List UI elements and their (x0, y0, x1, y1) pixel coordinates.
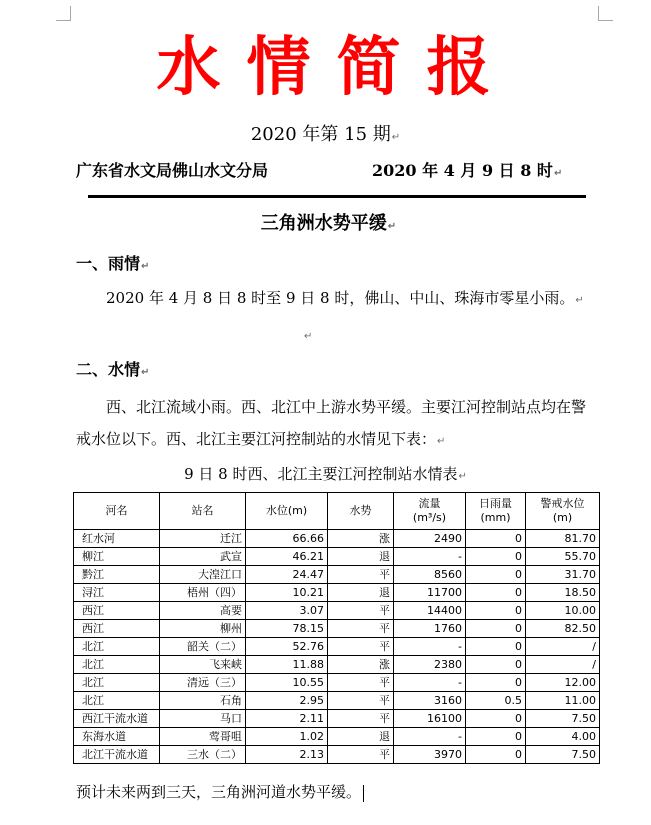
table-header-row (74, 493, 600, 530)
cell-river: 北江 (74, 656, 160, 674)
cell-warning-level: / (526, 638, 600, 656)
cell-trend: 平 (328, 620, 394, 638)
crop-mark-top-left (56, 6, 71, 21)
cell-water-level: 2.11 (246, 710, 328, 728)
table-row (74, 692, 600, 710)
cell-water-level: 66.66 (246, 530, 328, 548)
cell-river: 西江 (74, 602, 160, 620)
table-row (74, 728, 600, 746)
cell-station: 飞来峡 (160, 656, 246, 674)
cell-flow: - (394, 674, 466, 692)
cell-warning-level: 81.70 (526, 530, 600, 548)
cell-trend: 涨 (328, 530, 394, 548)
cell-river: 北江 (74, 692, 160, 710)
cell-water-level: 78.15 (246, 620, 328, 638)
cell-flow: - (394, 548, 466, 566)
cell-trend: 平 (328, 638, 394, 656)
masthead-title: 水情简报 (156, 30, 517, 105)
cell-flow: 3970 (394, 746, 466, 764)
cell-daily-rainfall: 0 (466, 620, 526, 638)
cell-flow: 8560 (394, 566, 466, 584)
cell-river: 柳江 (74, 548, 160, 566)
cell-water-level: 2.95 (246, 692, 328, 710)
header-river: 河名 (74, 493, 160, 530)
cell-warning-level: 11.00 (526, 692, 600, 710)
forecast-footer: 预计未来两到三天，三角洲河道水势平缓。 (76, 780, 364, 804)
cell-flow: 16100 (394, 710, 466, 728)
cell-daily-rainfall: 0 (466, 710, 526, 728)
cell-flow: 1760 (394, 620, 466, 638)
cell-station: 迁江 (160, 530, 246, 548)
cell-trend: 退 (328, 728, 394, 746)
cell-daily-rainfall: 0 (466, 674, 526, 692)
cell-warning-level: 10.00 (526, 602, 600, 620)
cell-daily-rainfall: 0 (466, 656, 526, 674)
report-title: 三角洲水势平缓↵ (260, 213, 397, 234)
cell-water-level: 46.21 (246, 548, 328, 566)
rain-paragraph: 2020 年 4 月 8 日 8 时至 9 日 8 时，佛山、中山、珠海市零星小雨。↵ (106, 289, 584, 307)
cell-river: 黔江 (74, 566, 160, 584)
cell-station: 马口 (160, 710, 246, 728)
cell-trend: 涨 (328, 656, 394, 674)
header-divider (88, 195, 586, 198)
cell-river: 浔江 (74, 584, 160, 602)
cell-trend: 平 (328, 710, 394, 728)
table-row (74, 674, 600, 692)
cell-daily-rainfall: 0 (466, 584, 526, 602)
section-heading-rain: 一、雨情↵ (76, 254, 150, 273)
cell-daily-rainfall: 0 (466, 530, 526, 548)
cell-station: 柳州 (160, 620, 246, 638)
publisher-org: 广东省水文局佛山水文分局 (76, 161, 269, 180)
cell-river: 西江干流水道 (74, 710, 160, 728)
cell-station: 高要 (160, 602, 246, 620)
cell-trend: 退 (328, 548, 394, 566)
cell-river: 红水河 (74, 530, 160, 548)
table-row (74, 548, 600, 566)
cell-flow: - (394, 728, 466, 746)
cell-trend: 平 (328, 692, 394, 710)
header-warning-level: 警戒水位 (m) (526, 493, 600, 530)
cell-water-level: 24.47 (246, 566, 328, 584)
table-caption: 9 日 8 时西、北江主要江河控制站水情表↵ (184, 465, 467, 483)
cell-station: 清远（三） (160, 674, 246, 692)
cell-river: 北江 (74, 638, 160, 656)
cell-trend: 平 (328, 566, 394, 584)
header-water-level: 水位(m) (246, 493, 328, 530)
cell-river: 北江干流水道 (74, 746, 160, 764)
header-daily-rainfall: 日雨量 (mm) (466, 493, 526, 530)
cell-river: 北江 (74, 674, 160, 692)
cell-warning-level: 31.70 (526, 566, 600, 584)
cell-flow: 11700 (394, 584, 466, 602)
cell-daily-rainfall: 0 (466, 638, 526, 656)
cell-daily-rainfall: 0.5 (466, 692, 526, 710)
cell-station: 石角 (160, 692, 246, 710)
cell-warning-level: 55.70 (526, 548, 600, 566)
table-row (74, 656, 600, 674)
cell-warning-level: 12.00 (526, 674, 600, 692)
cell-water-level: 52.76 (246, 638, 328, 656)
table-row (74, 584, 600, 602)
cell-warning-level: 7.50 (526, 710, 600, 728)
table-row (74, 530, 600, 548)
cell-river: 东海水道 (74, 728, 160, 746)
cell-station: 韶关（二） (160, 638, 246, 656)
cell-station: 三水（二） (160, 746, 246, 764)
cell-station: 大湟江口 (160, 566, 246, 584)
cell-daily-rainfall: 0 (466, 728, 526, 746)
table-row (74, 620, 600, 638)
text-cursor (363, 785, 364, 802)
cell-station: 武宣 (160, 548, 246, 566)
cell-water-level: 10.55 (246, 674, 328, 692)
table-row (74, 746, 600, 764)
cell-water-level: 11.88 (246, 656, 328, 674)
cell-warning-level: 82.50 (526, 620, 600, 638)
cell-warning-level: 7.50 (526, 746, 600, 764)
cell-daily-rainfall: 0 (466, 548, 526, 566)
issue-number: 2020 年第 15 期↵ (250, 124, 401, 145)
cell-warning-level: 18.50 (526, 584, 600, 602)
cell-station: 梧州（四） (160, 584, 246, 602)
cell-flow: 3160 (394, 692, 466, 710)
header-station: 站名 (160, 493, 246, 530)
cell-water-level: 10.21 (246, 584, 328, 602)
header-flow: 流量 (m³/s) (394, 493, 466, 530)
table-row (74, 602, 600, 620)
cell-flow: 2490 (394, 530, 466, 548)
cell-daily-rainfall: 0 (466, 566, 526, 584)
cell-water-level: 3.07 (246, 602, 328, 620)
cell-warning-level: 4.00 (526, 728, 600, 746)
table-row (74, 638, 600, 656)
cell-water-level: 1.02 (246, 728, 328, 746)
crop-mark-top-right (598, 6, 613, 21)
table-row (74, 710, 600, 728)
cell-daily-rainfall: 0 (466, 746, 526, 764)
cell-station: 莺哥咀 (160, 728, 246, 746)
cell-flow: 14400 (394, 602, 466, 620)
cell-river: 西江 (74, 620, 160, 638)
cell-flow: 2380 (394, 656, 466, 674)
empty-paragraph-mark: ↵ (304, 331, 313, 342)
cell-flow: - (394, 638, 466, 656)
cell-water-level: 2.13 (246, 746, 328, 764)
header-trend: 水势 (328, 493, 394, 530)
section-heading-water: 二、水情↵ (76, 360, 150, 379)
cell-warning-level: / (526, 656, 600, 674)
cell-trend: 退 (328, 584, 394, 602)
cell-daily-rainfall: 0 (466, 602, 526, 620)
cell-trend: 平 (328, 674, 394, 692)
cell-trend: 平 (328, 746, 394, 764)
cell-trend: 平 (328, 602, 394, 620)
table-row (74, 566, 600, 584)
water-status-table (73, 492, 600, 764)
water-paragraph: 西、北江流域小雨。西、北江中上游水势平缓。主要江河控制站点均在警戒水位以下。西、北江主要江河控制站的水情见下表：↵ (76, 398, 587, 448)
publish-date: 2020 年 4 月 9 日 8 时↵ (372, 161, 563, 180)
